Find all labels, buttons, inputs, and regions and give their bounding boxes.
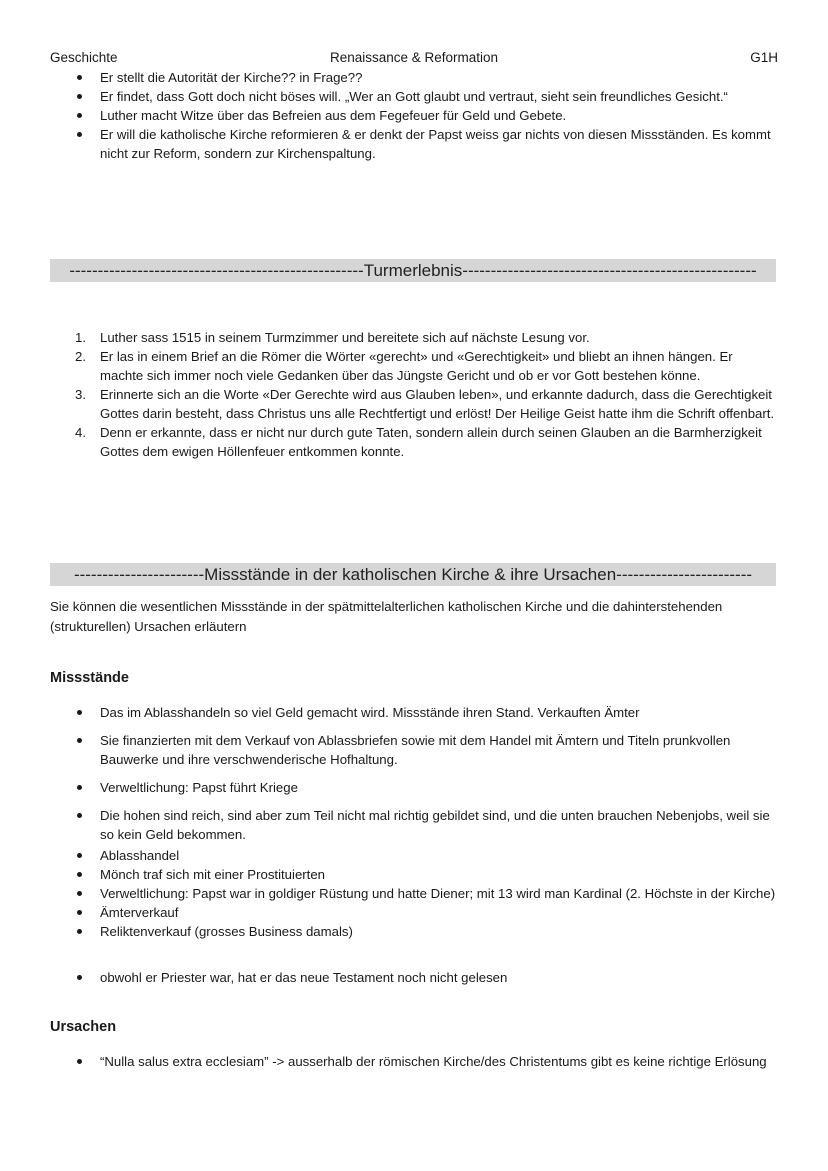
list-item: Das im Ablasshandeln so viel Geld gemacht wird. Missstände ihren Stand. Verkauften Ämter: [50, 703, 776, 722]
section-banner-missstaende: [50, 563, 776, 586]
ursachen-heading: Ursachen: [50, 1019, 117, 1035]
list-item: Er findet, dass Gott doch nicht böses will. „Wer an Gott glaubt und vertraut, sieht sein freundliches Gesicht.“: [50, 87, 776, 106]
intro-bullet-list: [50, 68, 776, 163]
list-item: Ämterverkauf: [50, 903, 776, 922]
list-item: Verweltlichung: Papst war in goldiger Rüstung und hatte Diener; mit 13 wird man Kardinal (2. Höchste in der Kirche): [50, 884, 776, 903]
banner-dashes-left: ----------------------------------------------------: [69, 261, 364, 280]
ursachen-list: [50, 1052, 776, 1071]
list-item: Mönch traf sich mit einer Prostituierten: [50, 865, 776, 884]
missstaende-list-compact: [50, 846, 776, 941]
section-title: Missstände in der katholischen Kirche & ihre Ursachen: [204, 565, 617, 584]
list-item: Er will die katholische Kirche reformieren & er denkt der Papst weiss gar nichts von diesen Missständen. Es kommt nicht zur Reform, sondern zur Kirchenspaltung.: [50, 125, 776, 163]
header-subject: Geschichte: [50, 50, 118, 65]
section-banner-turmerlebnis: [50, 259, 776, 282]
missstaende-list-spaced: [50, 703, 776, 853]
list-item: Die hohen sind reich, sind aber zum Teil nicht mal richtig gebildet sind, und die unten brauchen Nebenjobs, weil sie so kein Geld bekommen.: [50, 806, 776, 844]
list-item: “Nulla salus extra ecclesiam” -> ausserhalb der römischen Kirche/des Christentums gibt es keine richtige Erlösung: [50, 1052, 776, 1071]
banner-dashes-right: ------------------------: [616, 565, 753, 584]
learning-goal: Sie können die wesentlichen Missstände in der spätmittelalterlichen katholischen Kirche und die dahinterstehenden (strukturellen) Ursachen erläutern: [50, 599, 723, 634]
list-item: Er stellt die Autorität der Kirche?? in Frage??: [50, 68, 776, 87]
banner-dashes-left: -----------------------: [73, 565, 205, 584]
list-item: Verweltlichung: Papst führt Kriege: [50, 778, 776, 797]
list-item: 3. Erinnerte sich an die Worte «Der Gerechte wird aus Glauben leben», und erkannte dadurch, dass die Gerechtigkeit Gottes darin besteht, dass Christus uns alle Rechtfertigt und erlöst! Der Heilige Geist hatte ihm die Schrift offenbart.: [75, 387, 775, 421]
header-title: Renaissance & Reformation: [329, 50, 499, 65]
section-title: Turmerlebnis: [363, 261, 463, 280]
list-item: obwohl er Priester war, hat er das neue Testament noch nicht gelesen: [50, 968, 776, 987]
header-class: G1H: [750, 50, 778, 65]
page-header: [50, 50, 778, 68]
list-item: 4. Denn er erkannte, dass er nicht nur durch gute Taten, sondern allein durch seinen Glauben an die Barmherzigkeit Gottes dem ewigen Höllenfeuer entkommen konnte.: [75, 425, 762, 459]
list-item: Reliktenverkauf (grosses Business damals): [50, 922, 776, 941]
banner-dashes-right: ----------------------------------------------------: [462, 261, 757, 280]
missstaende-list-last: [50, 968, 776, 987]
list-item: 2. Er las in einem Brief an die Römer die Wörter «gerecht» und «Gerechtigkeit» und bliebt an ihnen hängen. Er machte sich immer noch viele Gedanken über das Jüngste Gericht und ob er vor Gott bestehen könne.: [75, 349, 733, 383]
turmerlebnis-numbered-list: [50, 328, 776, 461]
list-item: Ablasshandel: [50, 846, 776, 865]
list-item: 1. Luther sass 1515 in seinem Turmzimmer und bereitete sich auf nächste Lesung vor.: [75, 330, 590, 345]
list-item: Luther macht Witze über das Befreien aus dem Fegefeuer für Geld und Gebete.: [50, 106, 776, 125]
list-item: Sie finanzierten mit dem Verkauf von Ablassbriefen sowie mit dem Handel mit Ämtern und Titeln prunkvollen Bauwerke und ihre verschwenderische Hofhaltung.: [50, 731, 776, 769]
missstaende-heading: Missstände: [50, 670, 129, 686]
